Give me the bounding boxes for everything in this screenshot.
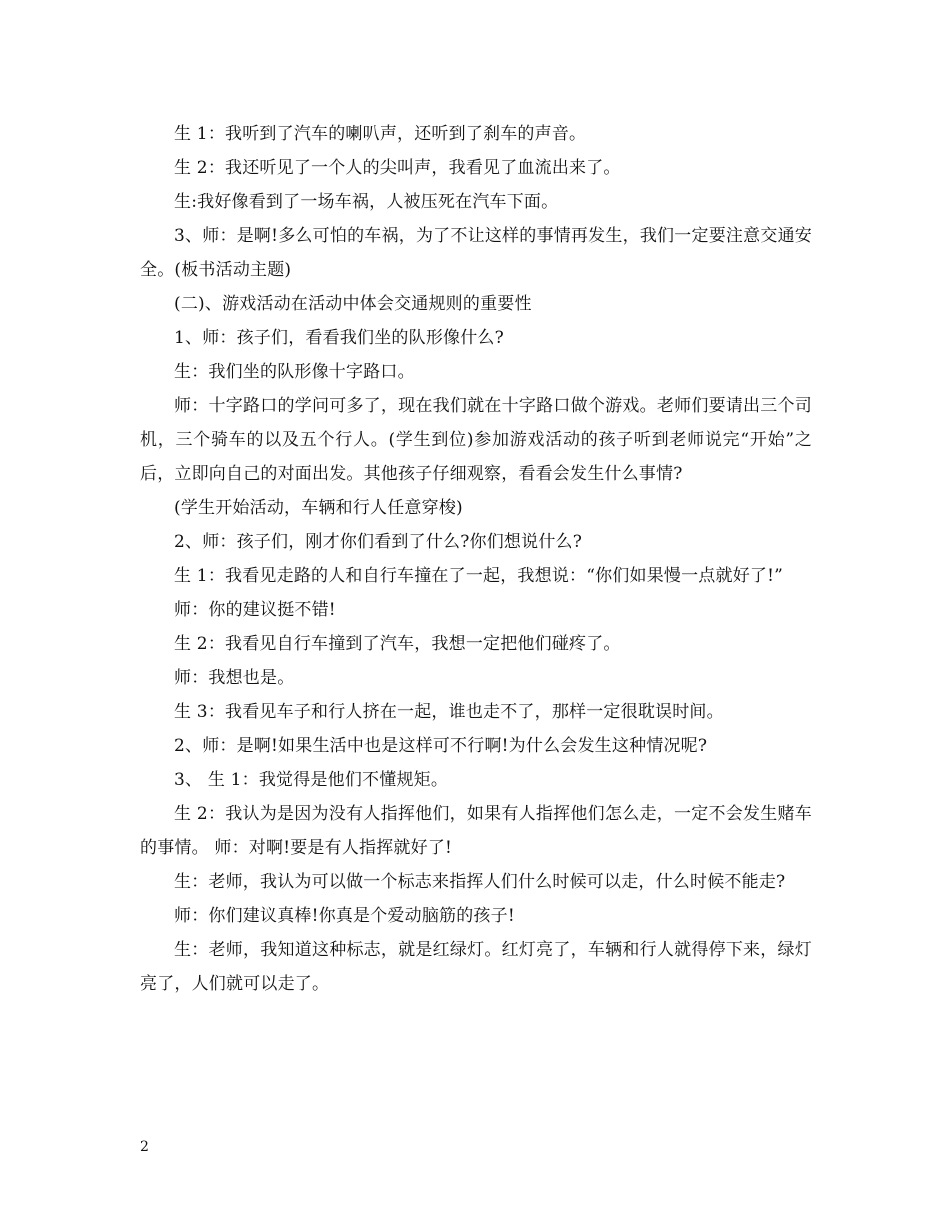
paragraph-6: 1、师：孩子们，看看我们坐的队形像什么? [174, 328, 504, 348]
document-body [140, 117, 812, 1001]
paragraph-18: 生 2：我认为是因为没有人指挥他们，如果有人指挥他们怎么走，一定不会发生赌车的事情。 师：对啊!要是有人指挥就好了! [140, 804, 812, 858]
page-number: 2 [140, 1139, 149, 1155]
paragraph-13: 生 2：我看见自行车撞到了汽车，我想一定把他们碰疼了。 [174, 634, 621, 654]
paragraph-1: 生 1：我听到了汽车的喇叭声，还听到了刹车的声音。 [174, 124, 587, 144]
paragraph-20: 师：你们建议真棒!你真是个爱动脑筋的孩子! [174, 906, 515, 926]
paragraph-15: 生 3：我看见车子和行人挤在一起，谁也走不了，那样一定很耽误时间。 [174, 702, 724, 722]
paragraph-8: 师：十字路口的学问可多了，现在我们就在十字路口做个游戏。老师们要请出三个司机，三个骑车的以及五个行人。(学生到位)参加游戏活动的孩子听到老师说完“开始”之后，立即向自己的对面出发。其他孩子仔细观察，看看会发生什么事情? [140, 396, 812, 484]
paragraph-10: 2、师：孩子们，刚才你们看到了什么?你们想说什么? [174, 532, 583, 552]
paragraph-19: 生：老师，我认为可以做一个标志来指挥人们什么时候可以走，什么时候不能走? [174, 872, 786, 892]
paragraph-3: 生:我好像看到了一场车祸，人被压死在汽车下面。 [174, 192, 559, 212]
paragraph-7: 生：我们坐的队形像十字路口。 [174, 362, 415, 382]
paragraph-12: 师：你的建议挺不错! [174, 600, 336, 620]
paragraph-17: 3、 生 1：我觉得是他们不懂规矩。 [174, 770, 449, 790]
paragraph-9: (学生开始活动，车辆和行人任意穿梭) [174, 498, 463, 518]
paragraph-2: 生 2：我还听见了一个人的尖叫声，我看见了血流出来了。 [174, 158, 621, 178]
paragraph-16: 2、师：是啊!如果生活中也是这样可不行啊!为什么会发生这种情况呢? [174, 736, 708, 756]
paragraph-21: 生：老师，我知道这种标志，就是红绿灯。红灯亮了，车辆和行人就得停下来，绿灯亮了，人们就可以走了。 [140, 940, 812, 994]
section-heading: (二)、游戏活动在活动中体会交通规则的重要性 [174, 294, 532, 314]
paragraph-11: 生 1：我看见走路的人和自行车撞在了一起，我想说：“你们如果慢一点就好了!” [174, 566, 784, 586]
paragraph-4: 3、师：是啊!多么可怕的车祸，为了不让这样的事情再发生，我们一定要注意交通安全。(板书活动主题) [140, 226, 812, 280]
paragraph-14: 师：我想也是。 [174, 668, 295, 688]
